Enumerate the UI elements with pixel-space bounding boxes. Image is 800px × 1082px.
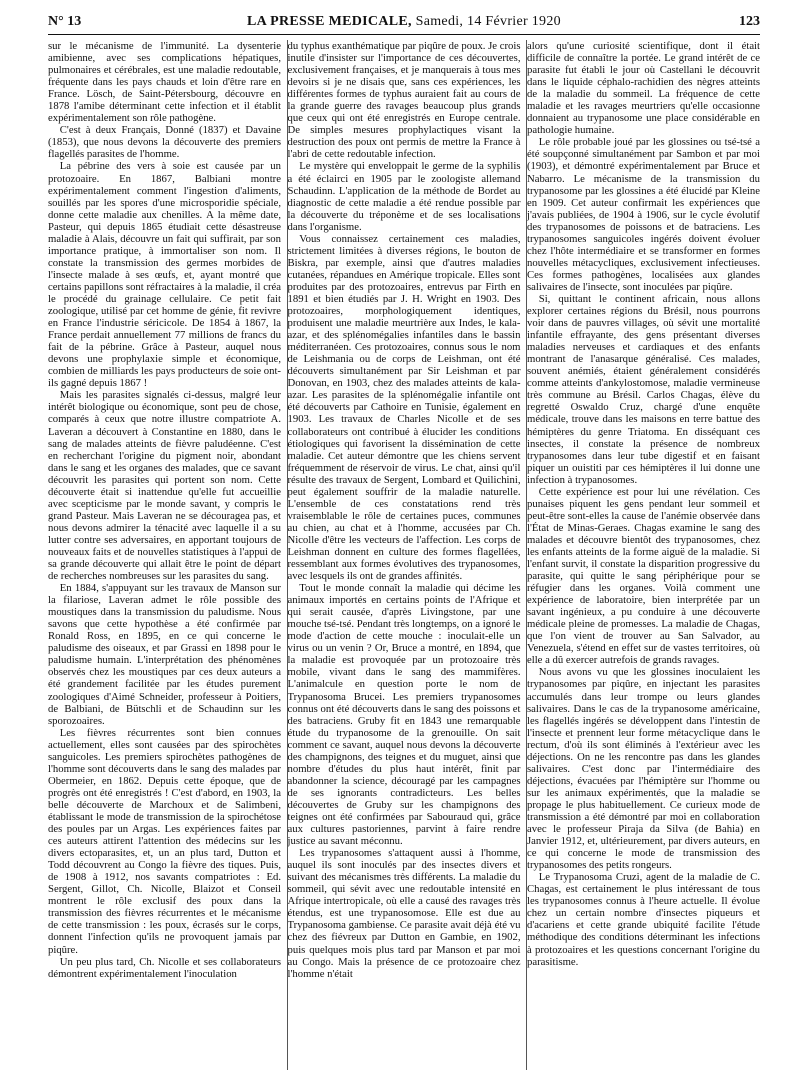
paragraph: Tout le monde connaît la maladie qui décime les animaux importés en certains points de l'Afrique et qui serait causée, d'après Livingstone, par une mouche tsé-tsé. Pendant très longtemps, on a ignoré le mode d'action de cette mouche : inoculait-elle un virus ou un venin ? Or, Bruce a montré, en 1894, que la maladie est provoquée par un protozoaire très mobile, vivant dans le sang des mammifères. L'animalcule en question porte le nom de Trypanosoma Brucei. Les premiers trypanosomes connus ont été découverts dans le sang des poissons et des batraciens. Gruby fit en 1843 une remarquable étude du trypanosome de la grenouille. On sait comment ce savant, auquel nous devons la découverte des champignons, des teignes et du muguet, ainsi que nombre d'études du plus haut intérêt, finit par abandonner la science, découragé par les campagnes de ses ignorants contradicteurs. Les belles découvertes de Gruby sur les champignons des teignes ont été confirmées par Sabouraud qui, grâce aux cultures pastoriennes, parvint à faire rendre justice au savant méconnu. <box>287 582 521 848</box>
paragraph: alors qu'une curiosité scientifique, dont il était difficile de connaître la portée. Le grand intérêt de ce parasite fut établi le jour où Castellani le découvrit dans le liquide céphalo-rachidien des nègres atteints de la maladie du sommeil. La fréquence de cette maladie et les ravages meurtriers qu'elle occasionne donnaient au trypanosome une place considérable en pathologie humaine. <box>527 40 760 137</box>
header-rule <box>48 34 760 35</box>
paragraph: Le mystère qui enveloppait le germe de la syphilis a été éclairci en 1905 par le zoologiste allemand Schaudinn. L'application de la méthode de Bordet au diagnostic de cette maladie a été rendue possible par la découverte du tréponème et de ses localisations dans l'organisme. <box>287 160 521 233</box>
journal-line <box>48 14 760 30</box>
column-1 <box>48 40 281 1070</box>
page-number: 123 <box>739 14 760 29</box>
paragraph: Le rôle probable joué par les glossines ou tsé-tsé a été soupçonné simultanément par Sambon et par moi (1903), et démontré expérimentalement par Bruce et Nabarro. Le mécanisme de la transmission du trypanosome par les glossines a été élucidé par Kleine en 1909. Cet auteur confirmait les expériences que j'avais publiées, de 1904 à 1906, sur le cycle évolutif des trypanosomes de poissons et de batraciens. Les trypanosomes sanguicoles ingérés doivent évoluer chez l'hôte intermédiaire et se transformer en formes nouvelles métacycliques, exclusivement infectieuses. Ces formes pathogènes, localisées aux glandes salivaires de l'insecte, sont inoculées par piqûre. <box>527 136 760 293</box>
page-header <box>48 12 760 32</box>
paragraph: du typhus exanthématique par piqûre de poux. Je crois inutile d'insister sur l'importance de ces découvertes, exclusivement françaises, et je manquerais à tous mes devoirs si je ne disais que, sans ces expériences, les différentes formes de typhus auraient fait au cours de la grande guerre des ravages beaucoup plus grands que ceux qui ont été enregistrés en Europe centrale. De simples mesures prophylactiques visant la destruction des poux ont permis de mettre la France à l'abri de cette redoutable infection. <box>287 40 521 161</box>
paragraph: Mais les parasites signalés ci-dessus, malgré leur intérêt biologique ou économique, sont peu de chose, comparés à ceux que notre illustre compatriote A. Laveran a découvert à Constantine en 1880, dans le sang de malades atteints de fièvre paludéenne. C'est en recherchant l'origine du pigment noir, abondant dans le sang et les organes des malades, que ce savant découvrit les parasites qui portent son nom. Cette découverte était si inattendue qu'elle fut accueillie avec scepticisme par le monde savant, y compris le grand Pasteur. Mais Laveran ne se découragea pas, et nous devons admirer la ténacité avec laquelle il a su lutter contre ses adversaires, en apportant toujours de nouveaux faits et de nouvelles statistiques à l'appui de sa grande découverte qui allait être le point de départ de recherches nombreuses sur les parasites du sang. <box>48 389 281 583</box>
article-body <box>48 40 760 1070</box>
paragraph: Vous connaissez certainement ces maladies, strictement limitées à diverses régions, le bouton de Biskra, par exemple, ainsi que d'autres maladies cutanées, répandues en Amérique tropicale. Elles sont produites par des protozoaires, entrevus par Firth en 1891 et bien étudiés par J. H. Wright en 1903. Des protozoaires, morphologiquement identiques, produisent une maladie meurtrière aux Indes, le kala-azar, et des splénomégalies infantiles dans le bassin méditerranéen. Ces protozoaires, connus sous le nom de Leishmania ou de corps de Leishman, ont été découverts simultanément par Sir Leishman et par Donovan, en 1903, chez des malades atteints de kala-azar. Les parasites de la splénomégalie infantile ont été découverts par Cathoire en Tunisie, également en 1903. Les travaux de Charles Nicolle et de ses collaborateurs ont contribué à élucider les conditions étiologiques qui favorisent la dissémination de cette maladie. Cet auteur démontre que les chiens servent fréquemment de réservoir de virus. Le chat, ainsi qu'il résulte des travaux de Sergent, Lombard et Quilichini, peut également souffrir de la maladie naturelle. L'ensemble de ces constatations rend très vraisemblable le rôle de certaines puces, communes au chien, au chat et à l'homme, accusées par Ch. Nicolle d'être les vecteurs de l'affection. Les corps de Leishman donnent en culture des formes flagellées, ressemblant aux formes évolutives des trypanosomes, avec lesquels ils ont de grandes affinités. <box>287 232 521 583</box>
paragraph: Les fièvres récurrentes sont bien connues actuellement, elles sont causées par des spirochètes sanguicoles. Les premiers spirochètes pathogènes de l'homme sont découverts dans le sang des malades par Obermeier, en 1862. Depuis cette époque, que de progrès ont été enregistrés ! C'est d'abord, en 1903, la belle découverte de Marchoux et de Salimbeni, établissant le mode de transmission de la spirochétose des poules par un Argas. Les expériences faites par ces auteurs attirent l'attention des médecins sur les divers ectoparasites, et, un an plus tard, Dutton et Todd découvrent au Congo la fièvre des tiques. Puis, de 1908 à 1912, nos savants compatriotes : Ed. Sergent, Gillot, Ch. Nicolle, Blaizot et Conseil montrent le rôle exclusif des poux dans la transmission des fièvres récurrentes et le mécanisme de cette transmission : les poux, écrasés sur le corps, donnent l'infection qu'ils ne provoquent jamais par piqûre. <box>48 726 281 956</box>
paragraph: Si, quittant le continent africain, nous allons explorer certaines régions du Brésil, nous pourrons voir dans de pauvres villages, où sévit une mortalité infantile effrayante, des gens présentant diverses maladies nerveuses et cardiaques et des enfants montrant de l'anasarque généralisé. Ces malades, souvent anémiés, étaient généralement considérés comme atteints d'ankylostomose, maladie vermineuse très commune au Brésil. Carlos Chagas, élève du regretté Oswaldo Cruz, chargé d'une enquête médicale, trouve dans les maisons en terre battue des hémiptères du genre Triatoma. En disséquant ces insectes, il constate la présence de nombreux trypanosomes dans leur tube digestif et en faisant piquer un ouistiti par ces hémiptères il lui donne une infection à trypanosomes. <box>527 292 760 486</box>
journal-title: LA PRESSE MEDICALE, <box>247 14 412 29</box>
paragraph: C'est à deux Français, Donné (1837) et Davaine (1853), que nous devons la découverte des premiers flagellés parasites de l'homme. <box>48 124 281 161</box>
column-2 <box>288 40 521 1070</box>
paragraph: sur le mécanisme de l'immunité. La dysenterie amibienne, avec ses complications hépatiques, pulmonaires et cérébrales, est une maladie redoutable, fréquente dans les pays chauds et loin d'être rare en France. Lösch, de Saint-Pétersbourg, découvre en 1878 l'amibe déterminant cette infection et il établit expérimentalement son rôle pathogène. <box>48 40 281 125</box>
paragraph: Nous avons vu que les glossines inoculaient les trypanosomes par piqûre, en injectant les parasites accumulés dans leur trompe ou leurs glandes salivaires. Dans le cas de la trypanosome américaine, les flagellés ingérés se développent dans l'intestin de l'insecte et prennent leur forme métacyclique dans le rectum, d'où ils sont éliminés à l'extérieur avec les déjections. On ne les rencontre pas dans les glandes salivaires. C'est donc par l'intermédiaire des déjections, évacuées par l'hémiptère sur l'homme ou sur les animaux expérimentés, que la maladie se propage le plus habituellement. Ce curieux mode de transmission a été démontré par moi en collaboration avec le professeur Piraja da Silva (de Bahia) en Janvier 1912, et, ultérieurement, par divers auteurs, en ce qui concerne le mode de transmission des trypanosomes des petits rongeurs. <box>527 666 760 872</box>
paragraph: En 1884, s'appuyant sur les travaux de Manson sur la filariose, Laveran admet le rôle possible des moustiques dans la transmission du paludisme. Nous savons que cette hypothèse a été confirmée par Ronald Ross, en 1895, en ce qui concerne le paludisme des oiseaux, et par Grassi en 1898 pour le paludisme humain. L'interprétation des phénomènes observés chez les moustiques par ces deux auteurs a été grandement facilitée par les études purement zoologiques d'Aimé Schneider, professeur à Poitiers, de Balbiani, de Bütschli et de Schaudinn sur les sporozoaires. <box>48 582 281 727</box>
issue-number: N° 13 <box>48 14 82 29</box>
issue-date: Samedi, 14 Février 1920 <box>415 14 561 29</box>
paragraph: Un peu plus tard, Ch. Nicolle et ses collaborateurs démontrent expérimentalement l'inoculation <box>48 955 281 980</box>
paragraph: La pébrine des vers à soie est causée par un protozoaire. En 1867, Balbiani montre expérimentalement comment l'ingestion d'aliments, souillés par les spores d'une microsporidie spéciale, donne cette maladie aux chenilles. A la même date, Pasteur, qui depuis 1865 étudiait cette désastreuse maladie à Alais, découvre un fait qui suffirait, par son importance pratique, à immortaliser son nom. Il constate la transmission des germes morbides de l'insecte malade à ses œufs, et, ayant montré que certains papillons sont réfractaires à la maladie, il créa le procédé du grainage cellulaire. Ce petit fait zoologique, utilisé par cet homme de génie, fit revivre en France l'industrie séricicole. De 1854 à 1867, la France perdait annuellement 77 millions de francs du fait de la pébrine. Grâce à Pasteur, auquel nous devons une prophylaxie simple et économique, combien de milliards les pays producteurs de soie ont-ils gagné depuis 1867 ! <box>48 160 281 390</box>
column-3 <box>527 40 760 1070</box>
paragraph: Cette expérience est pour lui une révélation. Ces punaises piquent les gens pendant leur sommeil et peut-être sont-elles la cause de l'anémie observée dans l'État de Minas-Geraes. Chagas examine le sang des malades et découvre bientôt des trypanosomes, chez les enfants atteints de la forme aiguë de la maladie. Si l'enfant survit, il constate la disparition progressive du parasite, qui quitte le sang périphérique pour se réfugier dans les organes. Voilà comment une expérience de laboratoire, bien interprétée par un savant ingénieux, a pu conduire à une découverte médicale pleine de promesses. La maladie de Chagas, que l'on vient de trouver au San Salvador, au Venezuela, s'étend en effet sur de vastes territoires, où elle a dû exercer autrefois de grands ravages. <box>527 485 760 667</box>
paragraph: Le Trypanosoma Cruzi, agent de la maladie de C. Chagas, est certainement le plus intéressant de tous les trypanosomes connus à l'heure actuelle. Il évolue chez un certain nombre d'insectes piqueurs et d'acariens et cette grande ubiquité facilite l'étude méthodique des conditions déterminant les infections à protozoaires et les questions concernant l'origine du parasitisme. <box>527 871 760 968</box>
paragraph: Les trypanosomes s'attaquent aussi à l'homme, auquel ils sont inoculés par des insectes divers et suivant des mécanismes très différents. La maladie du sommeil, qui sévit avec une redoutable intensité en Afrique intertropicale, où elle a causé des ravages très étendus, est une trypanosomose. Elle est due au Trypanosoma gambiense. Ce parasite avait déjà été vu chez des fiévreux par Dutton en Gambie, en 1902, puis quelques mois plus tard par Manson et par moi au Congo. Mais la présence de ce protozoaire chez l'homme n'était <box>287 847 521 980</box>
